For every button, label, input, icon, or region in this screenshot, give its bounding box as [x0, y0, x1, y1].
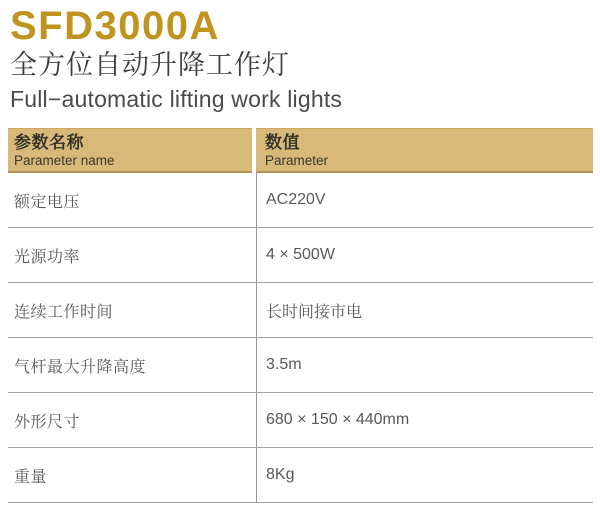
table-row-light-power [8, 228, 593, 283]
header-parameter-name-zh: 参数名称 [14, 133, 84, 152]
spec-table-body [8, 173, 593, 503]
param-name-cell: 外形尺寸 [14, 413, 81, 431]
table-row-working-time [8, 283, 593, 338]
title-block [0, 0, 600, 112]
param-value-cell: 680 × 150 × 440mm [256, 393, 593, 447]
param-value-cell: 4 × 500W [256, 228, 593, 282]
product-title-zh: 全方位自动升降工作灯 [10, 50, 290, 80]
product-model-title: SFD3000A [10, 4, 220, 48]
param-value-cell: 8Kg [256, 448, 593, 502]
table-row-rated-voltage [8, 173, 593, 228]
header-parameter-name-en: Parameter name [14, 153, 115, 168]
spec-table [8, 128, 593, 503]
param-name-cell: 额定电压 [14, 193, 81, 211]
spec-table-header-row [8, 128, 593, 173]
param-value-cell: 长时间接市电 [256, 283, 593, 337]
param-name-cell: 气杆最大升降高度 [14, 358, 147, 376]
header-parameter-value-en: Parameter [265, 153, 329, 168]
param-name-cell: 重量 [14, 468, 48, 486]
param-name-cell: 光源功率 [14, 248, 81, 266]
param-value-cell: AC220V [256, 173, 593, 227]
table-row-weight [8, 448, 593, 503]
header-parameter-value-zh: 数值 [265, 133, 300, 152]
param-name-cell: 连续工作时间 [14, 303, 114, 321]
table-row-dimensions [8, 393, 593, 448]
table-row-lifting-height [8, 338, 593, 393]
param-value-cell: 3.5m [256, 338, 593, 392]
header-cell-parameter-value [256, 128, 593, 173]
header-cell-parameter-name [8, 128, 252, 173]
product-title-en: Full−automatic lifting work lights [10, 86, 343, 112]
